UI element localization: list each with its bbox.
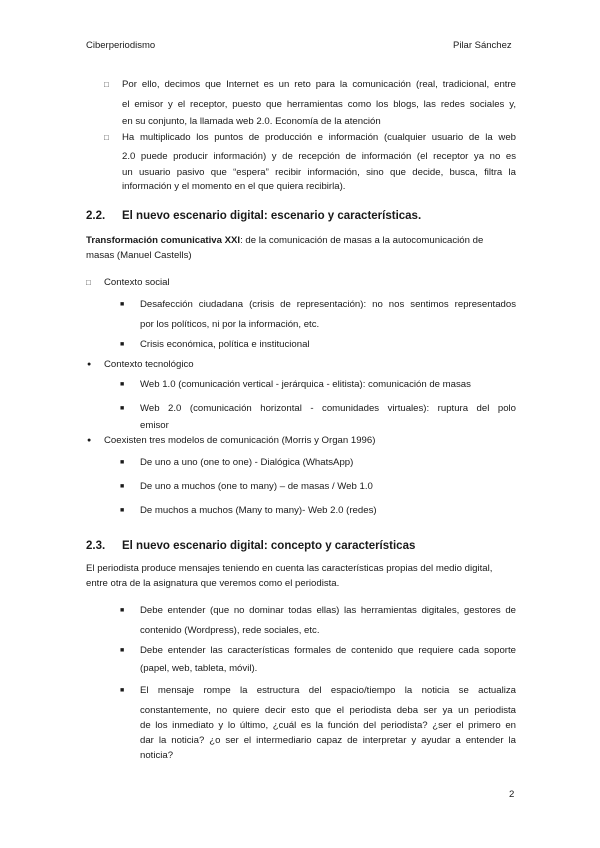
intro-2-line-3: un usuario pasivo que “espera” recibir información, sino que decide, busca, filtra la	[122, 167, 516, 178]
intro-1-line-1: Por ello, decimos que Internet es un reto para la comunicación (real, tradicional, entre	[122, 79, 516, 90]
s23-item-3-line-2: constantemente, no quiere decir esto que el periodista deba ser ya un periodista	[140, 705, 516, 716]
transformation-label: Transformación comunicativa XXI	[86, 235, 241, 246]
social-item-1: Desafección ciudadana (crisis de representación): no nos sentimos representados	[140, 299, 516, 310]
s23-item-1-line-2: contenido (Wordpress), rede sociales, etc.	[140, 625, 320, 636]
social-item-1-cont: por los políticos, ni por la información, etc.	[140, 319, 320, 330]
square-bullet-icon: ■	[120, 381, 125, 388]
contexto-tecnologico: Contexto tecnológico	[104, 359, 194, 370]
box-bullet-icon: □	[104, 133, 109, 142]
section-22-title: El nuevo escenario digital: escenario y características.	[122, 210, 422, 222]
box-bullet-icon: □	[86, 278, 91, 287]
intro-1-line-2: el emisor y el receptor, puesto que herramientas como los blogs, las redes sociales y,	[122, 99, 516, 110]
intro-1-line-3: en su conjunto, la llamada web 2.0. Economía de la atención	[122, 116, 381, 127]
model-1: De uno a uno (one to one) - Dialógica (WhatsApp)	[140, 457, 354, 468]
transformation-line-1	[86, 236, 516, 246]
s23-item-3-line-3: de los inmediato y lo último, ¿cuál es la función del periodista? ¿ser el primero en	[140, 720, 516, 731]
square-bullet-icon: ■	[120, 507, 125, 514]
square-bullet-icon: ■	[120, 405, 125, 412]
s23-item-2-line-2: (papel, web, tableta, móvil).	[140, 663, 258, 674]
square-bullet-icon: ■	[120, 687, 125, 694]
intro-2-line-1: Ha multiplicado los puntos de producción e información (cualquier usuario de la web	[122, 132, 516, 143]
section-23-title: El nuevo escenario digital: concepto y características	[122, 540, 416, 552]
square-bullet-icon: ■	[120, 341, 125, 348]
model-2: De uno a muchos (one to many) – de masas / Web 1.0	[140, 481, 373, 492]
square-bullet-icon: ■	[120, 301, 125, 308]
coexisten: Coexisten tres modelos de comunicación (Morris y Organ 1996)	[104, 435, 376, 446]
section-23-paragraph-line-2: entre otra de la asignatura que veremos como el periodista.	[86, 578, 340, 589]
square-bullet-icon: ■	[120, 483, 125, 490]
intro-2-line-4: información y el momento en el que quiera recibirla).	[122, 181, 346, 192]
header-right: Pilar Sánchez	[453, 40, 512, 51]
square-bullet-icon: ■	[120, 459, 125, 466]
square-bullet-icon: ■	[120, 607, 125, 614]
s23-item-3-line-5: noticia?	[140, 750, 174, 761]
page-number: 2	[509, 789, 515, 800]
box-bullet-icon: □	[104, 80, 109, 89]
section-22-number: 2.2.	[86, 210, 106, 222]
s23-item-3-line-1: El mensaje rompe la estructura del espacio/tiempo la noticia se actualiza	[140, 685, 516, 696]
round-bullet-icon: ●	[87, 437, 92, 444]
transformation-line-2: masas (Manuel Castells)	[86, 250, 192, 261]
header-left: Ciberperiodismo	[86, 40, 156, 51]
s23-item-2-line-1: Debe entender las características formales de contenido que requiere cada soporte	[140, 645, 516, 656]
s23-item-3-line-4: dar la noticia? ¿o ser el intermediario capaz de interpretar y ayudar a entender la	[140, 735, 516, 746]
s23-item-1-line-1: Debe entender (que no dominar todas ellas) las herramientas digitales, gestores de	[140, 605, 516, 616]
square-bullet-icon: ■	[120, 647, 125, 654]
tech-item-2: Web 2.0 (comunicación horizontal - comunidades virtuales): ruptura del polo	[140, 403, 516, 414]
intro-2-line-2: 2.0 puede producir información) y de recepción de información (el receptor ya no es	[122, 151, 516, 162]
transformation-text: : de la comunicación de masas a la autocomunicación de	[240, 235, 484, 246]
section-23-paragraph-line-1: El periodista produce mensajes teniendo en cuenta las características propias del medio digital,	[86, 563, 493, 574]
contexto-social: Contexto social	[104, 277, 170, 288]
section-23-number: 2.3.	[86, 540, 106, 552]
round-bullet-icon: ●	[87, 361, 92, 368]
social-item-2: Crisis económica, política e institucional	[140, 339, 310, 350]
tech-item-1: Web 1.0 (comunicación vertical - jerárquica - elitista): comunicación de masas	[140, 379, 471, 390]
tech-item-2-cont: emisor	[140, 420, 169, 431]
model-3: De muchos a muchos (Many to many)- Web 2.0 (redes)	[140, 505, 377, 516]
